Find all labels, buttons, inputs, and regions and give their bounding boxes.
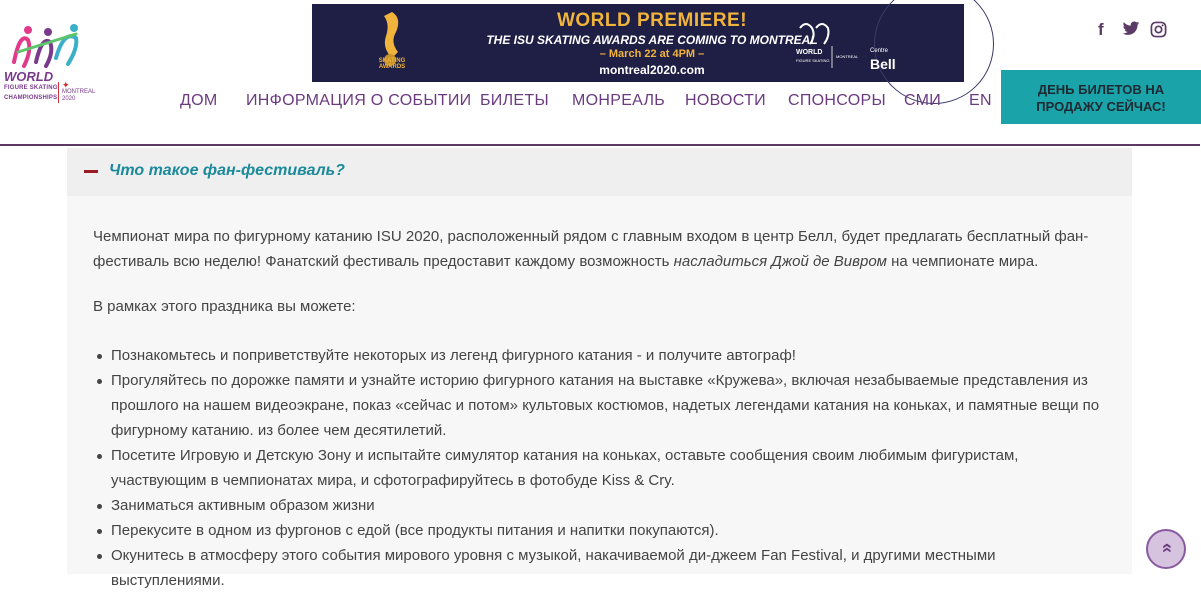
intro-emphasis: насладиться Джой де Вивром xyxy=(673,253,887,270)
site-logo[interactable] xyxy=(4,22,96,112)
buy-tickets-button[interactable] xyxy=(1001,70,1201,124)
instagram-icon[interactable] xyxy=(1150,21,1167,43)
banner-subline: THE ISU SKATING AWARDS ARE COMING TO MONTREAL xyxy=(486,33,818,47)
intro-paragraph xyxy=(93,224,1093,274)
svg-text:MONTREAL: MONTREAL xyxy=(836,54,859,59)
maple-leaf-icon: ✦ xyxy=(62,80,70,90)
svg-text:WORLD: WORLD xyxy=(796,49,823,56)
list-item: Посетите Игровую и Детскую Зону и испытайте симулятор катания на коньках, оставьте сообщения своим любимым фигуристам, участвующим в чемпионатах мира, и сфотографируйтесь в фотобуде Kiss & Cry. xyxy=(93,443,1113,493)
list-item: Познакомьтесь и поприветствуйте некоторых из легенд фигурного катания - и получите автограф! xyxy=(93,343,1113,368)
bell-label: Bell xyxy=(870,56,896,72)
banner-headline: WORLD PREMIERE! xyxy=(556,10,748,31)
logo-year: 2020 xyxy=(62,96,76,102)
activities-list xyxy=(93,343,1113,593)
twitter-icon[interactable] xyxy=(1122,21,1140,42)
banner-date: – March 22 at 4PM – xyxy=(599,48,705,60)
banner-url: montreal2020.com xyxy=(599,63,705,77)
nav-item-tickets[interactable]: БИЛЕТЫ xyxy=(480,92,549,109)
intro-line1: Чемпионат мира по фигурному катанию ISU 2020, расположенный рядом с главным входом в центр Белл, будет предлагать бесплатный фан- xyxy=(93,228,1089,245)
logo-wordmark xyxy=(4,69,58,103)
activities-lead: В рамках этого праздника вы можете: xyxy=(93,298,356,315)
logo-world: WORLD xyxy=(4,69,54,84)
skaters-logo-icon xyxy=(6,22,86,70)
nav-item-event-info[interactable]: ИНФОРМАЦИЯ О СОБЫТИИ xyxy=(246,92,472,109)
accordion-title[interactable]: Что такое фан-фестиваль? xyxy=(109,162,345,179)
svg-text:FIGURE SKATING: FIGURE SKATING xyxy=(796,58,830,63)
nav-item-language[interactable]: EN xyxy=(969,92,992,109)
intro-line2-post: на чемпионате мира. xyxy=(886,253,1039,270)
cta-line2: ПРОДАЖУ СЕЙЧАС! xyxy=(1036,99,1166,114)
intro-line2-pre: фестиваль всю неделю! Фанатский фестиваль предоставит каждому возможность xyxy=(93,253,674,270)
logo-city-text: MONTREAL xyxy=(62,89,96,95)
list-item: Прогуляйтесь по дорожке памяти и узнайте историю фигурного катания на выставке «Кружева», включая незабываемые представления из прошлого на нашем видеоэкране, показ «сейчас и потом» культовых костюмов, надетых легендами катания на коньках, и памятные вещи по фигурному катанию. из более чем десятилетий. xyxy=(93,368,1113,443)
accordion-header[interactable] xyxy=(67,148,1132,196)
promo-banner[interactable] xyxy=(312,4,964,82)
nav-item-montreal[interactable]: МОНРЕАЛЬ xyxy=(572,92,666,109)
list-item: Окунитесь в атмосферу этого события мирового уровня с музыкой, накачиваемой ди-джеем Fan Festival, и другими местными выступлениями. xyxy=(93,543,1113,593)
double-chevron-up-icon: » xyxy=(1155,542,1176,554)
scroll-to-top-button[interactable] xyxy=(1146,529,1186,569)
skating-awards-label: SKATING AWARDS xyxy=(378,58,406,70)
collapse-icon[interactable] xyxy=(84,170,98,173)
nav-item-sponsors[interactable]: СПОНСОРЫ xyxy=(788,92,886,109)
cta-line1: ДЕНЬ БИЛЕТОВ НА xyxy=(1037,82,1165,97)
list-item: Заниматься активным образом жизни xyxy=(93,493,1113,518)
nav-item-media[interactable]: СМИ xyxy=(904,92,942,109)
centre-label: Centre xyxy=(870,48,889,54)
list-item: Перекусите в одном из фургонов с едой (все продукты питания и напитки покупаются). xyxy=(93,518,1113,543)
main-content xyxy=(67,148,1132,589)
logo-line3: CHAMPIONSHIPS xyxy=(4,95,58,101)
logo-city xyxy=(58,82,95,103)
site-header xyxy=(0,0,1200,146)
logo-line2: FIGURE SKATING xyxy=(4,85,58,91)
nav-item-home[interactable]: ДОМ xyxy=(180,92,218,109)
centre-bell-logo xyxy=(870,48,888,54)
nav-item-news[interactable]: НОВОСТИ xyxy=(685,92,766,109)
facebook-icon[interactable]: f xyxy=(1098,20,1104,39)
